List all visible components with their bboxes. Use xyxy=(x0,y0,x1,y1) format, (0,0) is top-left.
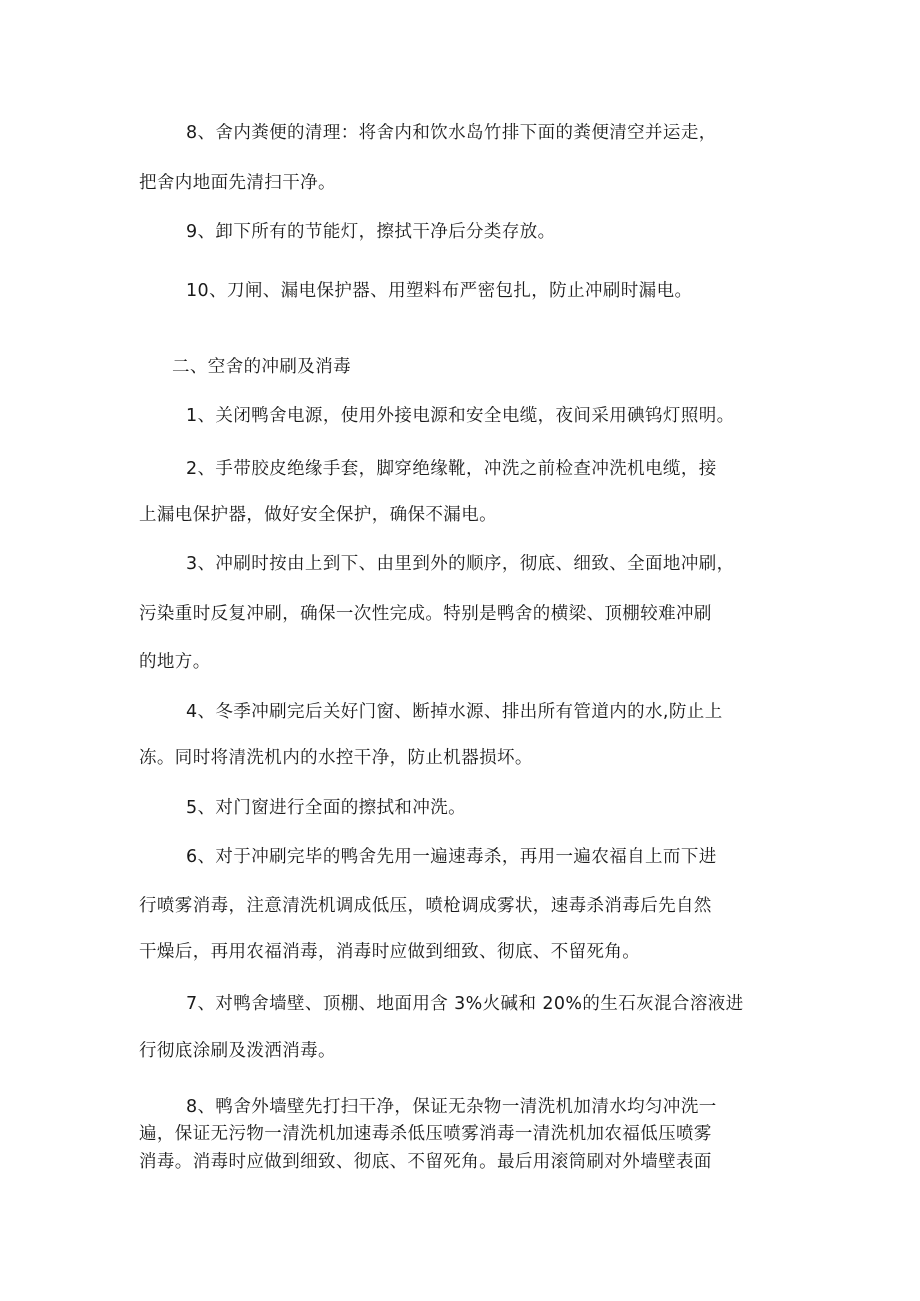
text-line: 3、冲刷时按由上到下、由里到外的顺序，彻底、细致、全面地冲刷， xyxy=(186,554,735,574)
text-line: 6、对于冲刷完毕的鸭舍先用一遍速毒杀，再用一遍农福自上而下进 xyxy=(186,847,717,867)
text-line: 4、冬季冲刷完后关好门窗、断掉水源、排出所有管道内的水,防止上 xyxy=(186,702,723,722)
text-line: 9、卸下所有的节能灯，擦拭干净后分类存放。 xyxy=(186,222,556,242)
text-line: 行喷雾消毒，注意清洗机调成低压，喷枪调成雾状，速毒杀消毒后先自然 xyxy=(139,896,712,916)
text-line: 5、对门窗进行全面的擦拭和冲洗。 xyxy=(186,798,467,818)
text-line: 1、关闭鸭舍电源，使用外接电源和安全电缆，夜间采用碘钨灯照明。 xyxy=(186,406,735,426)
text-line: 2、手带胶皮绝缘手套，脚穿绝缘靴，冲洗之前检查冲洗机电缆，接 xyxy=(186,459,717,479)
text-line: 的地方。 xyxy=(139,652,211,672)
text-line: 污染重时反复冲刷，确保一次性完成。特别是鸭舍的横梁、顶棚较难冲刷 xyxy=(139,604,712,624)
text-line: 干燥后，再用农福消毒，消毒时应做到细致、彻底、不留死角。 xyxy=(139,942,641,962)
text-line: 遍，保证无污物一清洗机加速毒杀低压喷雾消毒一清洗机加农福低压喷雾 xyxy=(139,1124,712,1144)
text-line: 冻。同时将清洗机内的水控干净，防止机器损坏。 xyxy=(139,748,533,768)
text-line: 7、对鸭舍墙壁、顶棚、地面用含 3%火碱和 20%的生石灰混合溶液进 xyxy=(186,994,744,1014)
text-line: 8、鸭舍外墙壁先打扫干净，保证无杂物一清洗机加清水均匀冲洗一 xyxy=(186,1097,717,1117)
text-line: 行彻底涂刷及泼洒消毒。 xyxy=(139,1041,336,1061)
text-line: 8、舍内粪便的清理：将舍内和饮水岛竹排下面的粪便清空并运走， xyxy=(186,123,717,143)
text-line: 把舍内地面先清扫干净。 xyxy=(139,173,336,193)
text-line: 10、刀闸、漏电保护器、用塑料布严密包扎，防止冲刷时漏电。 xyxy=(186,281,693,301)
text-line: 消毒。消毒时应做到细致、彻底、不留死角。最后用滚筒刷对外墙壁表面 xyxy=(139,1152,712,1172)
text-line: 上漏电保护器，做好安全保护，确保不漏电。 xyxy=(139,505,497,525)
section-heading: 二、空舍的冲刷及消毒 xyxy=(172,357,351,377)
